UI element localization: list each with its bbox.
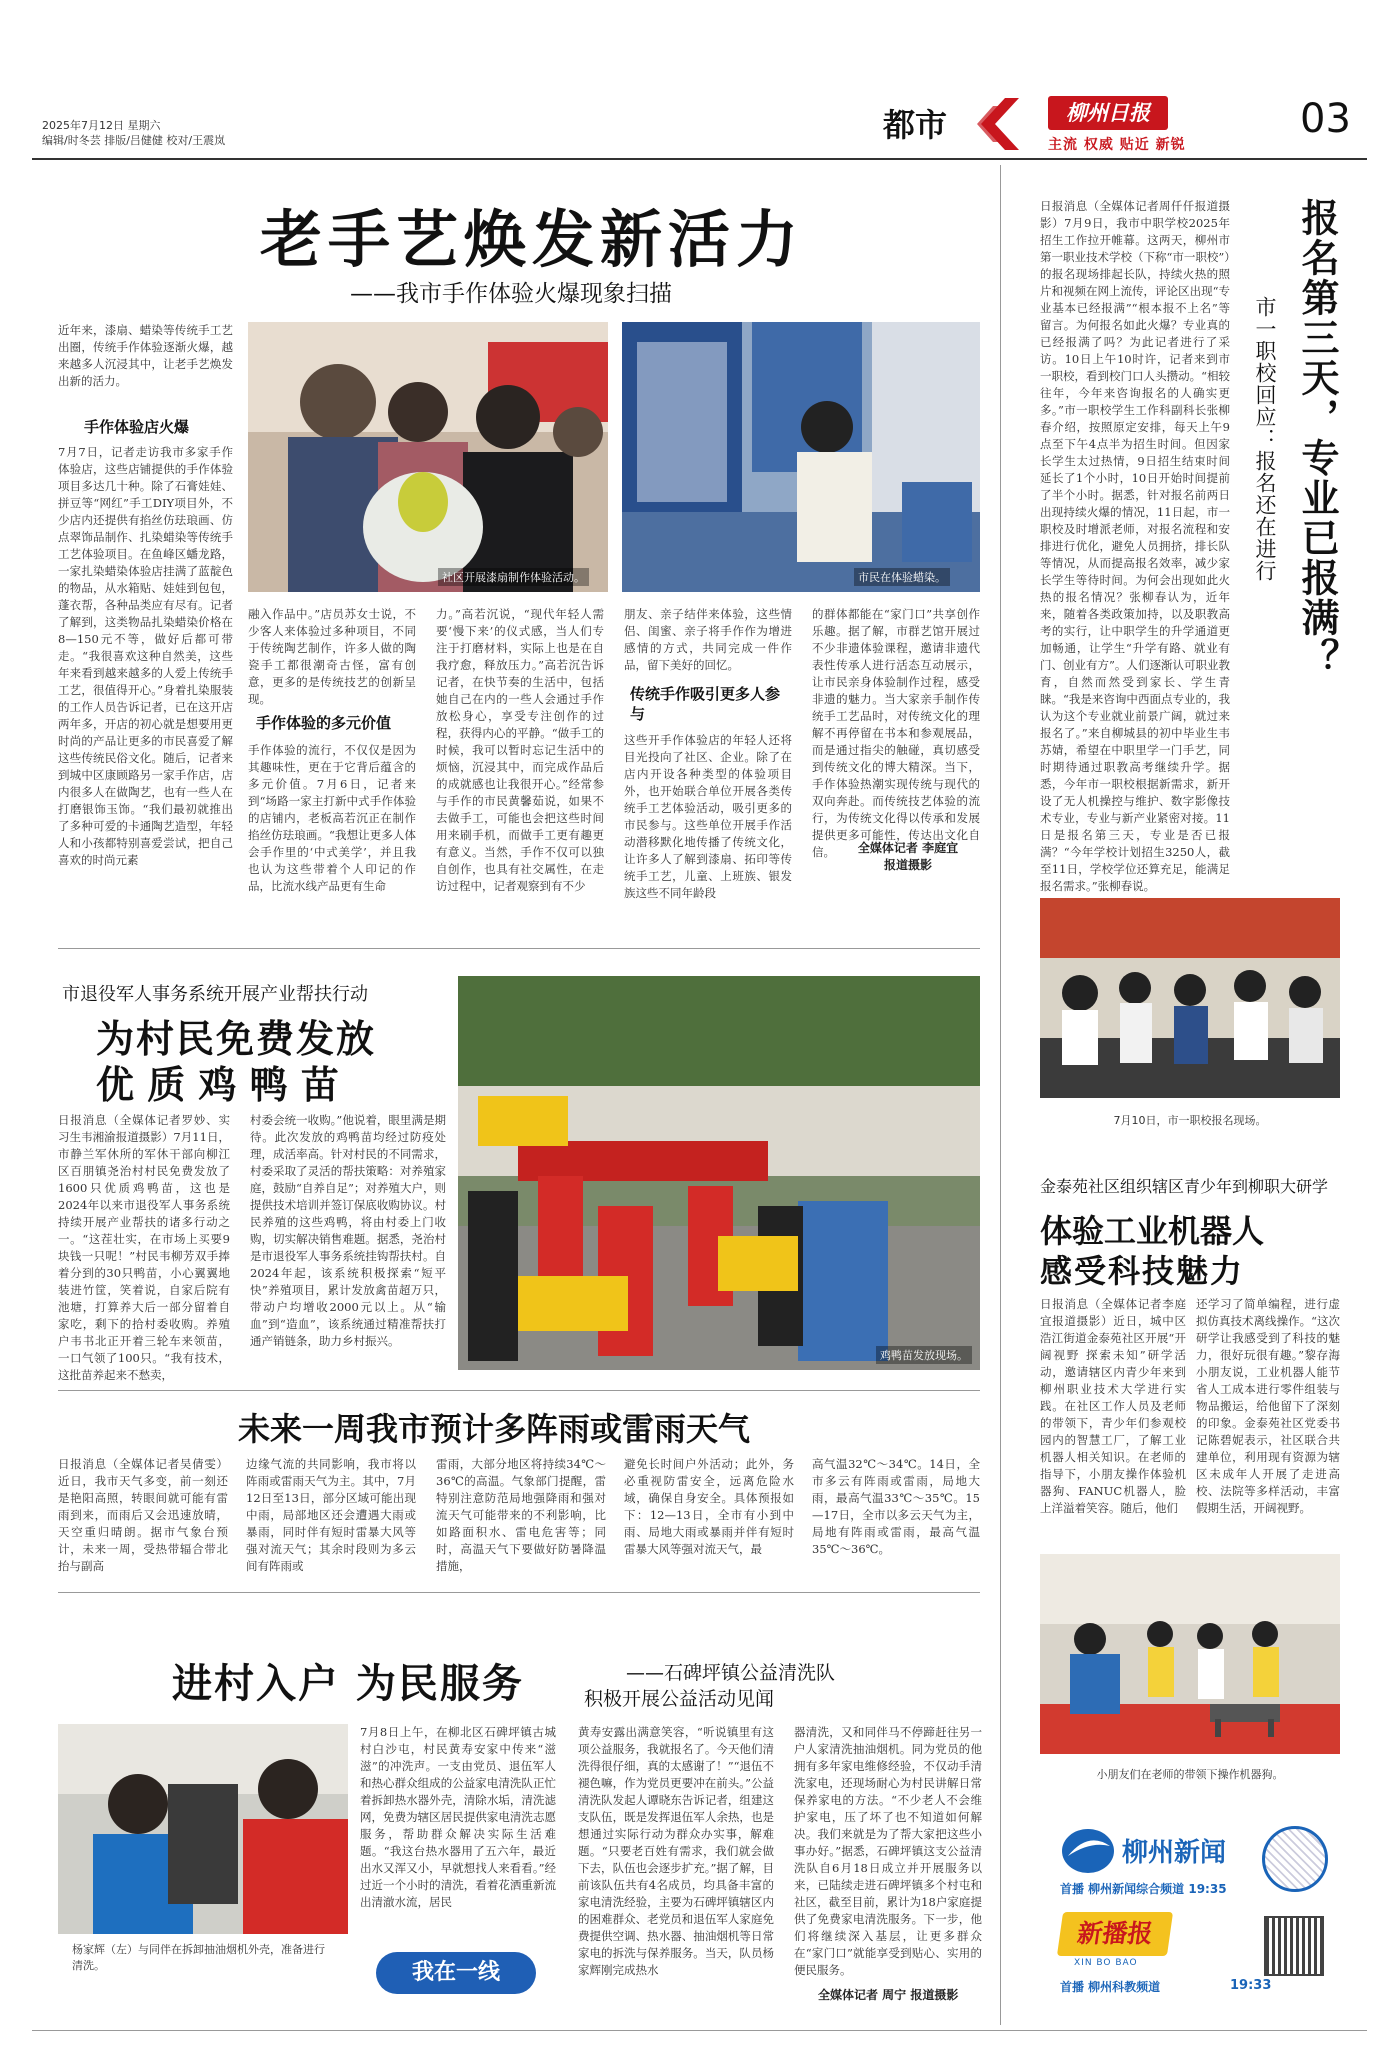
service-title: 进村入户 为民服务	[172, 1661, 524, 1707]
robot-title-1: 体验工业机器人	[1040, 1212, 1265, 1250]
service-column-2: 黄寿安露出满意笑容，“听说镇里有这项公益服务，我就报名了。今天他们清洗得很仔细，真的太感谢了！”“退伍不褪色嘛，作为党员更要冲在前头。”公益清洗队发起人谭晓东告诉记者，组建这支队伍，既是发挥退伍军人余热，也是想通过实际行动为群众办实事，解难题。“只要老百姓有需求，我们就会做下去，队伍也会逐步扩充。”据了解，目前该队伍共有4名成员，均具备丰富的家电清洗经验，主要为石碑坪镇辖区内的困难群众、老党员和退伍军人家庭免费提供空调、热水器、抽油烟机等日常家电的拆洗与保养服务。当天，队员杨家辉刚完成热水	[578, 1725, 774, 1977]
xin-bo-bao-ad	[1060, 1912, 1360, 2007]
robot-title-2: 感受科技魅力	[1040, 1252, 1245, 1290]
batik-photo	[622, 322, 980, 592]
liuzhou-news-name: 柳州新闻	[1122, 1838, 1227, 1868]
issue-date: 2025年7月12日 星期六	[42, 119, 161, 132]
chevron-left-icon	[975, 96, 1021, 152]
slogan: 主流 权威 贴近 新锐	[1048, 137, 1186, 153]
lead-subhead-2: 手作体验的多元价值	[256, 714, 392, 732]
lead-column-2b: 手作体验的流行，不仅仅是因为其趣味性，更在于它背后蕴含的多元价值。7月6日，记者来到“场路一家主打新中式手作体验的店铺内，老板高若沉正在制作掐丝仿珐琅画。“我想让更多人体会手作里的‘中式美学’，并且我也认为这些带着个人印记的作品，比流水线产品更有生命	[248, 743, 416, 893]
xin-bo-bao-pinyin: XIN BO BAO	[1074, 1958, 1138, 1968]
lacquer-fan-caption: 社区开展漆扇制作体验活动。	[438, 568, 589, 586]
robot-column-2: 还学习了简单编程，进行虚拟仿真技术离线操作。“这次研学让我感受到了科技的魅力，很好玩很有趣。”黎存海小朋友说，工业机器人能节省人工成本进行零件组装与物品搬运，给他留下了深刻的印象。金泰苑社区党委书记陈碧妮表示，社区联合共建单位，利用现有资源为辖区未成年人开展了走进高校、法院等多样活动，丰富假期生活，开阔视野。	[1196, 1297, 1340, 1515]
robot-column-1: 日报消息（全媒体记者李庭宜报道摄影）近日，城中区浩江街道金泰苑社区开展“开阔视野 探索未知”研学活动，邀请辖区内青少年来到柳州职业技术大学进行实践。在社区工作人员及老师的带领下，青少年们参观校园内的智慧工厂，了解工业机器人相关知识。在老师的指导下，小朋友操作体验机器狗、FANUC机器人，脸上洋溢着笑容。随后，他们	[1040, 1297, 1186, 1515]
xin-bo-bao-schedule: 首播 柳州科教频道	[1060, 1980, 1161, 1994]
divider	[58, 948, 980, 949]
weather-title: 未来一周我市预计多阵雨或雷雨天气	[238, 1410, 751, 1448]
lead-subtitle: ——我市手作体验火爆现象扫描	[350, 281, 672, 307]
weather-column-3: 雷雨，大部分地区将持续34℃～36℃的高温。气象部门提醒，雷特别注意防范局地强降雨和强对流天气可能带来的不利影响，比如路面积水、雷电危害等；同时，高温天气下要做好防暑降温措施，	[436, 1457, 606, 1573]
frontline-badge	[376, 1952, 536, 1994]
poultry-kicker: 市退役军人事务系统开展产业帮扶行动	[62, 984, 368, 1005]
newspaper-logo	[1048, 96, 1168, 130]
lead-byline-2: 报道摄影	[883, 858, 932, 872]
qr-code-icon	[1264, 1916, 1324, 1976]
weather-column-5: 高气温32℃～34℃。14日，全市多云有阵雨或雷雨，局地大雨，最高气温33℃～35℃。15—17日，全市以多云天气为主，局地有阵雨或雷雨，最高气温35℃～36℃。	[812, 1457, 980, 1556]
service-column-3: 器清洗，又和同伴马不停蹄赶往另一户人家清洗抽油烟机。同为党员的他拥有多年家电维修经验，不仅动手清洗家电，还现场耐心为村民讲解日常保养家电的方法。“不少老人不会维护家电，压了坏了也不知道如何解决。我们来就是为了帮大家把这些小事办好。”据悉，石碑坪镇这支公益清洗队自6月18日成立并开展服务以来，已陆续走进石碑坪镇多个村屯和社区，截至目前，累计为18户家庭提供了免费家电清洗服务。下一步，他们将继续深入基层，让更多群众在“家门口”就能享受到贴心、实用的便民服务。	[794, 1725, 982, 1977]
weather-column-4: 避免长时间户外活动；此外，务必重视防雷安全，远离危险水域，确保自身安全。具体预报如下：12—13日，全市有小到中雨、局地大雨或暴雨并伴有短时雷暴大风等强对流天气，最	[624, 1457, 794, 1556]
enrollment-photo	[1040, 898, 1340, 1098]
cleaning-photo	[58, 1724, 348, 1934]
liuzhou-news-schedule: 首播 柳州新闻综合频道 19:35	[1060, 1882, 1227, 1896]
cleaning-caption: 杨家辉（左）与同伴在拆卸抽油烟机外壳，准备进行清洗。	[72, 1943, 325, 1972]
lead-column-4: 朋友、亲子结伴来体验，这些情侣、闺蜜、亲子将手作作为增进感情的方式，共同完成一件作品，留下美好的回忆。	[624, 607, 792, 672]
xin-bo-bao-logo	[1057, 1912, 1173, 1956]
enrollment-article: 日报消息（全媒体记者周仟仟报道摄影）7月9日，我市中职学校2025年招生工作拉开帷幕。这两天，柳州市第一职业技术学校（下称“市一职校”）的报名现场排起长队，持续火热的照片和视频在网上流传，评论区出现“专业基本已经报满”“根本报不上名”等留言。为何报名如此火爆？专业真的已经报满了吗？为此记者进行了采访。10日上午10时许，记者来到市一职校，看到校门口人头攒动。“相较往年，今年来咨询报名的人确实更多。”市一职校学生工作科副科长张柳春介绍，按照原定安排，每天上午9点至下午4点半为招生时间。但因家长学生太过热情，9日招生结束时间延长了1个小时，10日开始时间提前了半个小时。据悉，针对报名前两日出现持续火爆的情况，11日起，市一职校及时增派老师，对报名流程和安排进行优化，避免人员拥挤，排长队等情况，从而提高报名效率，减少家长学生等待时间。为何会出现如此火热的报名情况？张柳春认为，近年来，随着各类政策加持，以及职教高考的实行，让中职学生的升学通道更加畅通，让学生“升学有路、就业有门、创业有方”。人们逐渐认可职业教育，自然而然受到家长、学生青睐。“我是来咨询中西面点专业的，我认为这个专业就业前景广阔，就过来报名了。”来自柳城县的初中毕业生韦苏婧，希望在中职里学一门手艺，同时期待通过职教高考继续升学。据悉，今年市一职校根据新需求，新开设了无人机操控与维护、数字影像技术专业，专业与新产业紧密对接。11日是报名第三天，专业是否已报满？“今年学校计划招生3250人，截至11日，学校学位还算充足，能满足报名需求。”张柳春说。	[1040, 199, 1231, 893]
poultry-caption: 鸡鸭苗发放现场。	[876, 1346, 972, 1364]
xin-bo-bao-time: 19:33	[1230, 1978, 1272, 1993]
weather-column-1: 日报消息（全媒体记者吴倩雯）近日，我市天气多变，前一刻还是艳阳高照，转眼间就可能有雷雨到来，而雨后又会迅速放晴，天空重归晴朗。据市气象台预计，未来一周，受热带辐合带北抬与副高	[58, 1457, 228, 1573]
poultry-title-2: 优 质 鸡 鸭 苗	[96, 1063, 339, 1107]
qr-code-icon	[1262, 1826, 1328, 1892]
enrollment-vertical-title: 报名第三天，专业已报满？	[1295, 198, 1339, 678]
editors-line: 编辑/时冬芸 排版/吕健健 校对/王震岚	[42, 134, 226, 147]
header-rule	[32, 158, 1367, 160]
service-subtitle-1: ——石碑坪镇公益清洗队	[626, 1662, 836, 1684]
lead-column-5: 的群体都能在“家门口”共享创作乐趣。据了解，市群艺馆开展过不少非遗体验课程，邀请非遗代表性传承人进行活态互动展示，让市民亲身体验制作过程，感受非遗的魅力。当大家亲手制作传统手工艺品时，对传统文化的理解不再停留在书本和参观展品，而是通过指尖的触碰，真切感受到传统文化的博大精深。当下，手作体验热潮实现传统与现代的双向奔赴。而传统技艺体验的流行，为传统文化得以传承和发展提供更多可能性，传达出文化自信。	[812, 607, 980, 859]
footer-rule	[32, 2030, 1367, 2031]
poultry-photo	[458, 976, 980, 1370]
liuzhou-news-ad	[1060, 1826, 1360, 1906]
lead-subhead-1: 手作体验店火爆	[84, 418, 190, 436]
page-number: 03	[1300, 96, 1351, 142]
enrollment-vertical-subtitle: 市一职校回应：报名还在进行	[1253, 296, 1277, 582]
service-column-1: 7月8日上午，在柳北区石碑坪镇古城村白沙屯，村民黄寿安家中传来“滋滋”的冲洗声。一支由党员、退伍军人和热心群众组成的公益家电清洗队正忙着拆卸热水器外壳，清除水垢，清洗滤网，免费为辖区居民提供家电清洗志愿服务，帮助群众解决实际生活难题。“我这台热水器用了五六年，最近出水又浑又小，早就想找人来看看。”经过近一个小时的清洗，看着花洒重新流出清澈水流，居民	[360, 1725, 556, 1909]
lead-column-1: 7月7日，记者走访我市多家手作体验店，这些店铺提供的手作体验项目多达几十种。除了石膏娃娃、拼豆等“网红”手工DIY项目外，不少店内还提供有掐丝仿珐琅画、仿点翠饰品制作、扎染蜡染等传统手工艺体验项目。在鱼峰区蟠龙路，一家扎染蜡染体验店挂满了蓝靛色的物品，从水箱贴、娃娃到包包，蓬衣帮，各种品类应有尽有。记者了解到，这类物品扎染蜡染价格在8—150元不等，做好后都可带走。“我很喜欢这种自然美，这些年来看到越来越多的人爱上传统手工艺，很值得开心。”身着扎染服装的工作人员告诉记者，已在这开店两年多，开店的初心就是想要用更时尚的产品让更多的市民喜爱了解这些传统民俗文化。随后，记者来到城中区康顾路另一家手作店，店内很多人在做陶艺，也有一些人在打磨银饰玉饰。“我们最初就推出了多种可爱的卡通陶艺造型，年轻人和小孩都特别喜爱尝试，把自己喜欢的时尚元素	[58, 445, 233, 867]
logo-text: 柳州日报	[1066, 100, 1150, 125]
lead-subhead-3: 传统手作吸引更多人参与	[630, 685, 781, 723]
frontline-label: 我在一线	[411, 1960, 500, 1985]
robot-dog-caption: 小朋友们在老师的带领下操作机器狗。	[1096, 1768, 1284, 1781]
lead-intro: 近年来，漆扇、蜡染等传统手工艺出圈，传统手作体验逐渐火爆，越来越多人沉浸其中，让老手艺焕发出新的活力。	[58, 323, 233, 388]
lead-column-2: 融入作品中。”店员苏女士说，不少客人来体验过多种项目，不同于传统陶艺制作，许多人做的陶瓷手工都很潮奇古怪，富有创意，更多的是传统技艺的创新呈现。	[248, 607, 416, 706]
lead-title: 老手艺焕发新活力	[260, 203, 805, 276]
divider	[58, 1592, 980, 1593]
robot-kicker: 金泰苑社区组织辖区青少年到柳职大研学	[1040, 1177, 1329, 1196]
poultry-column-2: 村委会统一收购。”他说着，眼里满是期待。此次发放的鸡鸭苗均经过防疫处理，成活率高。针对村民的不同需求，村委采取了灵活的帮扶策略：对养殖家庭，鼓励“自养自足”；对养殖大户，则提供技术培训并签订保底收购协议。村民养殖的这些鸡鸭，将由村委上门收购，切实解决销售难题。据悉，尧治村是市退役军人事务系统挂钩帮扶村。自2024年起，该系统积极探索“短平快”养殖项目，累计发放禽苗超万只，带动户均增收2000元以上。从“输血”到“造血”，该系统通过精准帮扶打通产销链条，助力乡村振兴。	[250, 1113, 446, 1348]
enrollment-caption: 7月10日，市一职校报名现场。	[1113, 1114, 1267, 1127]
lead-column-3: 力。”高若沉说，“现代年轻人需要‘慢下来’的仪式感，当人们专注于打磨材料，实际上也是在自我疗愈，释放压力。”高若沉告诉记者，在快节奏的生活中，包括她自己在内的一些人会通过手作放松身心，享受专注创作的过程，获得内心的平静。“做手工的时候，我可以暂时忘记生活中的烦恼，沉浸其中，而完成作品后的成就感也让我很开心。”经常参与手作的市民黄馨茹说，如果不去做手工，可能也会把这些时间用来刷手机，而做手工更有趣更有意义。当然，手作不仅可以独自创作，也具有社交属性，在走访过程中，记者观察到有不少	[436, 607, 604, 893]
lead-byline: 全媒体记者 李庭宜	[857, 841, 959, 855]
poultry-column-1: 日报消息（全媒体记者罗妙、实习生韦湘渝报道摄影）7月11日，市静兰军休所的军休干部向柳江区百朋镇尧治村村民免费发放了1600只优质鸡鸭苗，这也是2024年以来市退役军人事务系统持续开展产业帮扶的诸多行动之一。“这茬壮实，在市场上买要9块钱一只呢！”村民韦柳芳双手捧着分到的30只鸭苗，小心翼翼地装进竹筐，笑着说，自家后院有池塘，打算养大后一部分留着自家吃，剩下的拾村委收购。养殖户韦书北正开着三轮车来领苗，一口气领了100只。“我有技术，这批苗养起来不愁卖，	[58, 1113, 230, 1382]
column-divider	[1000, 165, 1001, 2025]
xin-bo-bao-name: 新播报	[1075, 1919, 1155, 1948]
section-name: 都市	[883, 106, 948, 144]
lead-column-4b: 这些开手作体验店的年轻人还将目光投向了社区、企业。除了在店内开设各种类型的体验项目外，也开始联合单位开展各类传统手工艺体验活动，吸引更多的市民参与。这些单位开展手作活动潜移默化地传播了传统文化，让许多人了解到漆扇、拓印等传统手工艺，儿童、上班族、银发族这些不同年龄段	[624, 733, 792, 900]
poultry-title-1: 为村民免费发放	[96, 1017, 377, 1061]
lacquer-fan-photo	[248, 322, 608, 592]
divider	[58, 1390, 980, 1391]
batik-caption: 市民在体验蜡染。	[854, 568, 950, 586]
service-byline: 全媒体记者 周宁 报道摄影	[818, 1988, 959, 2002]
robot-dog-photo	[1040, 1554, 1340, 1754]
service-subtitle-2: 积极开展公益活动见闻	[584, 1688, 775, 1710]
liuzhou-news-logo-icon	[1060, 1826, 1116, 1876]
weather-column-2: 边缘气流的共同影响，我市将以阵雨或雷雨天气为主。其中，7月12日至13日，部分区域可能出现中雨，局部地区还会遭遇大雨或暴雨，同时伴有短时雷暴大风等强对流天气；其余时段则为多云间有阵雨或	[246, 1457, 416, 1573]
